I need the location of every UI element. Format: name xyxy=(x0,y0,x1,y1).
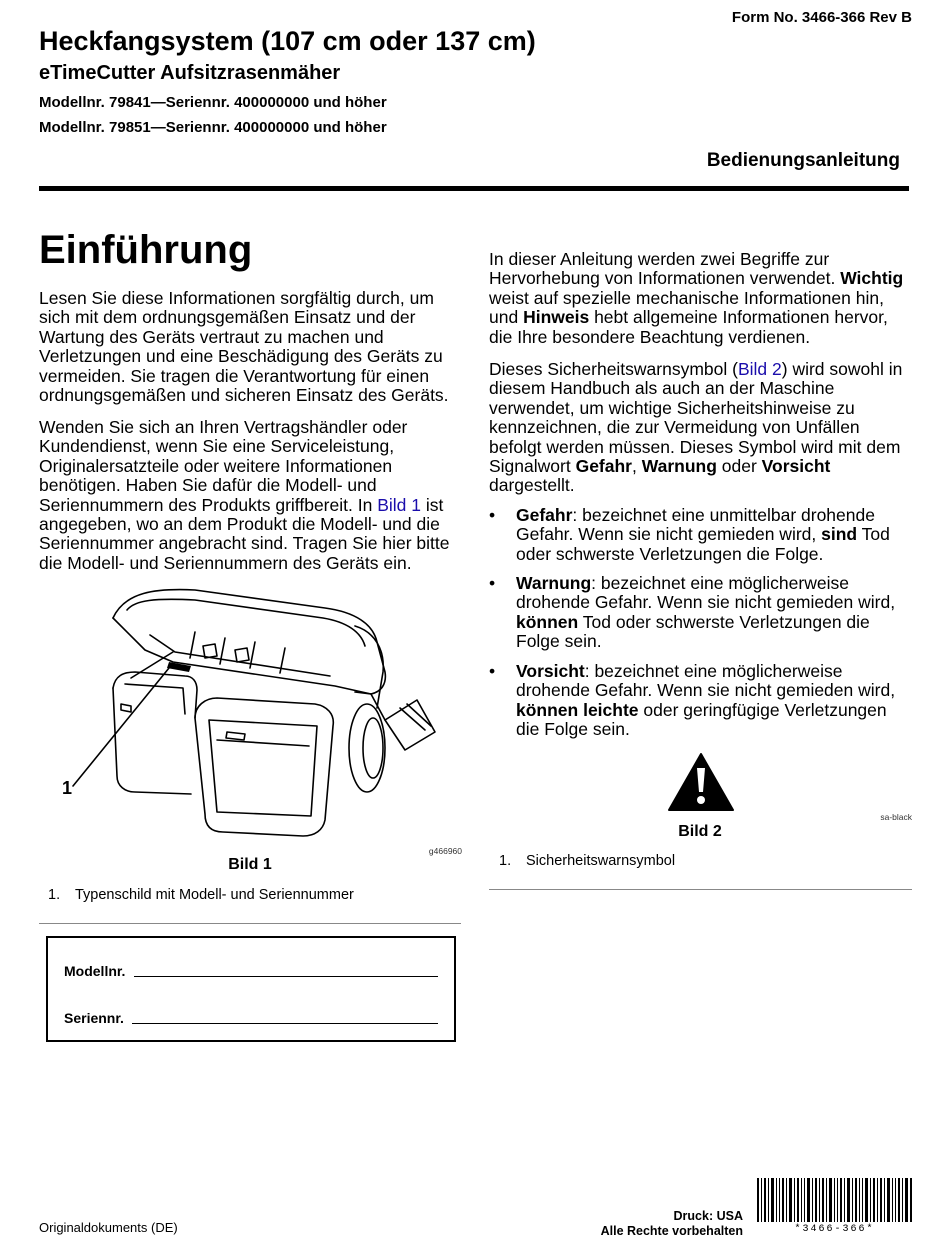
section-heading: Einführung xyxy=(39,228,253,272)
right-paragraph-2: Dieses Sicherheitswarnsymbol (Bild 2) wird sowohl in diesem Handbuch als auch an der Maschine verwendet, um wichtige Sicherheitshinweise zu kennzeichnen, die zur Vermeidung von Unfällen befolgt werden müssen. Dieses Symbol wird mit dem Signalwort Gefahr, Warnung oder Vorsicht dargestellt. xyxy=(489,359,903,496)
record-box xyxy=(46,936,456,1042)
serial-number-field[interactable] xyxy=(132,1023,438,1024)
footer-print-info xyxy=(560,1209,743,1239)
figure-2-caption: Bild 2 xyxy=(678,823,722,840)
bagger-illustration xyxy=(55,580,460,855)
figure-1-id: g466960 xyxy=(428,846,462,856)
header-rule xyxy=(39,186,909,191)
intro-paragraph-2: Wenden Sie sich an Ihren Vertragshändler oder Kundendienst, wenn Sie eine Serviceleistung, Originalersatzteile oder weitere Informationen benötigen. Haben Sie dafür die Modell- und Seriennummern des Produkts griffbereit. In Bild 1 ist angegeben, wo an dem Produkt die Modell- und die Seriennummer angebracht sind. Tragen Sie hier bitte die Modell- und Seriennummern des Geräts ein. xyxy=(39,417,450,573)
figure-2-legend-number: 1. xyxy=(499,853,512,869)
document-type: Bedienungsanleitung xyxy=(706,150,900,171)
document-title: Heckfangsystem (107 cm oder 137 cm) xyxy=(39,26,536,56)
figure-1-legend-text: Typenschild mit Modell- und Seriennummer xyxy=(75,887,354,903)
figure-1-link[interactable]: Bild 1 xyxy=(377,494,421,515)
document-subtitle: eTimeCutter Aufsitzrasenmäher xyxy=(39,62,341,84)
model-number-field[interactable] xyxy=(134,976,438,977)
model-line-1: Modellnr. 79841—Seriennr. 400000000 und höher xyxy=(39,94,387,111)
figure-1-caption: Bild 1 xyxy=(228,856,272,873)
figure-1-legend-number: 1. xyxy=(48,887,61,903)
warning-triangle-icon xyxy=(667,752,735,812)
figure-2-id: sa-black xyxy=(880,812,912,822)
serial-number-label: Seriennr. xyxy=(64,1010,124,1026)
right-paragraph-1: In dieser Anleitung werden zwei Begriffe zur Hervorhebung von Informationen verwendet. Wichtig weist auf spezielle mechanische Informationen hin, und Hinweis hebt allgemeine Informationen hervor, die Ihre besondere Beachtung verdienen. xyxy=(489,249,904,347)
figure-2-rule xyxy=(489,889,912,890)
footer-print-country: Druck: USA xyxy=(673,1209,743,1223)
form-number: Form No. 3466-366 Rev B xyxy=(731,9,912,26)
callout-1: 1 xyxy=(62,778,73,798)
figure-2-link[interactable]: Bild 2 xyxy=(737,359,782,379)
figure-1-rule xyxy=(39,923,461,924)
barcode-text: *3466-366* xyxy=(794,1224,875,1235)
intro-paragraph-1: Lesen Sie diese Informationen sorgfältig durch, um sich mit dem ordnungsgemäßen Einsatz und der Wartung des Geräts vertraut zu machen und Verletzungen und eine Beschädigung des Geräts zu vermeiden. Sie tragen die Verantwortung für einen ordnungsgemäßen und sicheren Einsatz des Geräts. xyxy=(39,288,449,406)
footer-original-doc: Originaldokuments (DE) xyxy=(39,1220,178,1235)
footer-rights: Alle Rechte vorbehalten xyxy=(600,1224,743,1238)
barcode xyxy=(757,1178,912,1222)
model-number-label: Modellnr. xyxy=(64,963,126,979)
figure-2-legend-text: Sicherheitswarnsymbol xyxy=(526,853,676,869)
model-line-2: Modellnr. 79851—Seriennr. 400000000 und höher xyxy=(39,119,387,136)
